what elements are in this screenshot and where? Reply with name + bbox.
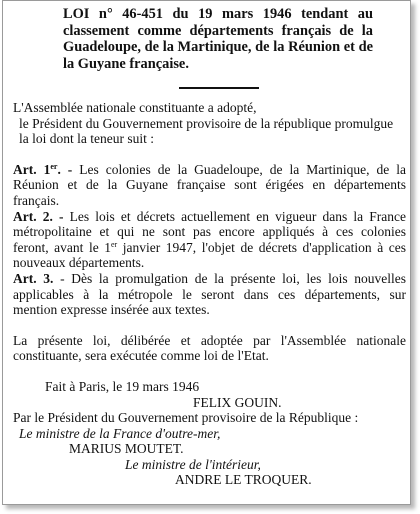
spacer bbox=[13, 364, 406, 379]
article-1-line: Réunion et de la Guyane française sont érigées en départements bbox=[13, 177, 406, 193]
article-1-line: Art. 1er. - Les colonies de la Guadeloupe, de la Martinique, de la bbox=[13, 161, 406, 177]
article-2-line: Art. 2. - Les lois et décrets actuellement en vigueur dans la France bbox=[13, 208, 407, 224]
preamble-line: le Président du Gouvernement provisoire de la république promulgue bbox=[19, 115, 394, 131]
spacer bbox=[13, 318, 406, 333]
article-2-line: feront, avant le 1er janvier 1947, l'objet de décrets d'application à ces bbox=[13, 239, 406, 255]
preamble-line: la loi dont la teneur suit : bbox=[19, 131, 154, 147]
president-signature: FELIX GOUIN. bbox=[193, 394, 282, 410]
article-1 bbox=[13, 162, 406, 209]
minister-2-title: Le ministre de l'intérieur, bbox=[125, 456, 261, 472]
title-divider bbox=[179, 87, 259, 89]
article-3 bbox=[13, 271, 406, 318]
minister-1-name: MARIUS MOUTET. bbox=[69, 441, 184, 457]
minister-1-title: Le ministre de la France d'outre-mer, bbox=[19, 425, 221, 441]
law-title: LOI n° 46-451 du 19 mars 1946 tendant au classement comme départements français de la Guadeloupe, de la Martinique, de la Réunion et de la Guyane française. bbox=[63, 6, 373, 72]
article-2 bbox=[13, 209, 406, 271]
place-date: Fait à Paris, le 19 mars 1946 bbox=[45, 378, 200, 394]
article-3-line: Art. 3. - Dès la promulgation de la présente loi, les lois nouvelles bbox=[13, 270, 406, 286]
article-2-line: métropolitaine et qui ne sont pas encore appliqués à ces colonies bbox=[13, 224, 406, 240]
article-2-line: nouveaux départements. bbox=[13, 255, 145, 271]
closing-line: La présente loi, délibérée et adoptée par l'Assemblée nationale bbox=[13, 332, 406, 348]
minister-2-name: ANDRE LE TROQUER. bbox=[175, 472, 312, 488]
article-1-label: Art. 1er. - bbox=[13, 161, 73, 177]
article-2-label: Art. 2. - bbox=[13, 208, 64, 224]
law-body bbox=[13, 100, 406, 488]
by-president-line: Par le Président du Gouvernement provisoire de la République : bbox=[13, 410, 359, 426]
article-3-line: mention expresse insérée aux textes. bbox=[13, 302, 210, 318]
article-1-line: français. bbox=[13, 192, 60, 208]
article-3-label: Art. 3. bbox=[13, 270, 54, 286]
closing-line: constituante, sera exécutée comme loi de l'Etat. bbox=[13, 348, 269, 364]
document-page bbox=[2, 0, 411, 505]
preamble-line: L'Assemblée nationale constituante a adopté, bbox=[13, 100, 257, 115]
article-3-line: applicables à la métropole le seront dans ces départements, sur bbox=[13, 286, 406, 302]
spacer bbox=[13, 147, 406, 162]
